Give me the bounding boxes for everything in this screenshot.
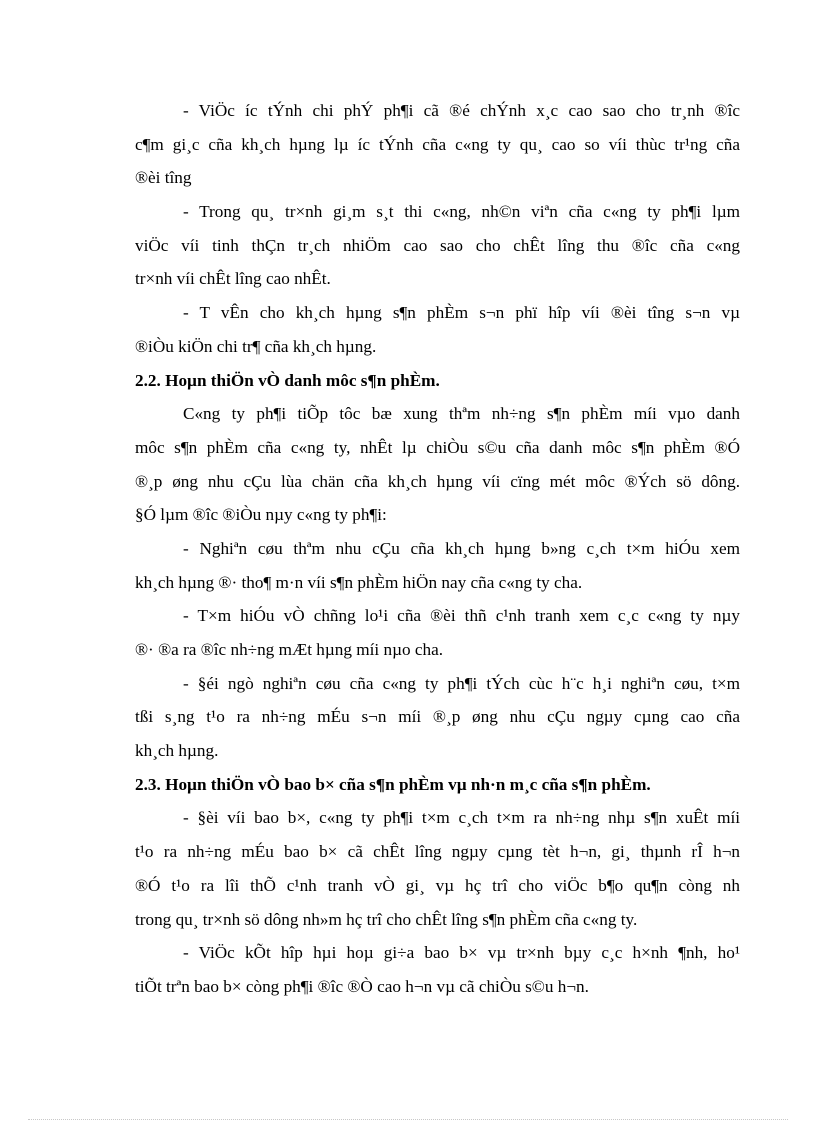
text-line: trong qu¸ tr×nh sö dông nh»m hç trî cho chÊt lîng s¶n phÈm cña c«ng ty. — [135, 909, 638, 929]
page-bottom-divider — [28, 1119, 788, 1120]
text-line: C«ng ty ph¶i tiÕp tôc bæ xung thªm nh÷ng s¶n phÈm míi vµo danh — [183, 404, 740, 424]
text-line: viÖc víi tinh thÇn tr¸ch nhiÖm cao sao cho chÊt lîng thu ®îc cña c«ng — [135, 235, 740, 255]
text-line: - ViÖc kÕt hîp hµi hoµ gi÷a bao b× vµ tr×nh bµy c¸c h×nh ¶nh, ho¹ — [183, 943, 740, 963]
document-page — [135, 94, 740, 1004]
text-line: - Trong qu¸ tr×nh gi¸m s¸t thi c«ng, nh©n viªn cña c«ng ty ph¶i lµm — [183, 202, 740, 222]
text-line: §Ó lµm ®îc ®iÒu nµy c«ng ty ph¶i: — [135, 505, 387, 525]
text-line: tßi s¸ng t¹o ra nh÷ng mÉu s¬n míi ®¸p øng nhu cÇu ngµy cµng cao cña — [135, 707, 740, 727]
text-line: tiÕt trªn bao b× còng ph¶i ®îc ®Ò cao h¬n vµ cã chiÒu s©u h¬n. — [135, 976, 589, 996]
text-line: kh¸ch hµng. — [135, 741, 219, 761]
section-heading: 2.2. Hoµn thiÖn vÒ danh môc s¶n phÈm. — [135, 370, 440, 390]
text-line: - §éi ngò nghiªn cøu cña c«ng ty ph¶i tÝch cùc h¨c h¸i nghiªn cøu, t×m — [183, 673, 740, 693]
text-line: - ViÖc íc tÝnh chi phÝ ph¶i cã ®é chÝnh x¸c cao sao cho tr¸nh ®îc — [183, 101, 740, 120]
text-line: - Nghiªn cøu thªm nhu cÇu cña kh¸ch hµng b»ng c¸ch t×m hiÓu xem — [183, 538, 740, 558]
text-line: t¹o ra nh÷ng mÉu bao b× cã chÊt lîng ngµy cµng tèt h¬n, gi¸ thµnh rÎ h¬n — [135, 842, 740, 862]
text-line: kh¸ch hµng ®· tho¶ m·n víi s¶n phÈm hiÖn nay cña c«ng ty cha. — [135, 572, 583, 592]
text-line: - T vÊn cho kh¸ch hµng s¶n phÈm s¬n phï hîp víi ®èi tîng s¬n vµ — [183, 303, 740, 323]
text-line: ®· ®a ra ®îc nh÷ng mÆt hµng míi nµo cha. — [135, 640, 444, 659]
section-heading: 2.3. Hoµn thiÖn vÒ bao b× cña s¶n phÈm vµ nh·n m¸c cña s¶n phÈm. — [135, 774, 651, 794]
text-line: c¶m gi¸c cña kh¸ch hµng lµ íc tÝnh cña c«ng ty qu¸ cao so víi thùc tr¹ng cña — [135, 134, 740, 154]
text-line: - T×m hiÓu vÒ chñng lo¹i cña ®èi thñ c¹nh tranh xem c¸c c«ng ty nµy — [183, 606, 740, 626]
text-line: ®¸p øng nhu cÇu lùa chän cña kh¸ch hµng víi cïng mét môc ®Ých sö dông. — [135, 471, 740, 491]
text-line: môc s¶n phÈm cña c«ng ty, nhÊt lµ chiÒu s©u cña danh môc s¶n phÈm ®Ó — [135, 437, 740, 457]
text-line: ®èi tîng — [135, 168, 192, 188]
text-line: tr×nh víi chÊt lîng cao nhÊt. — [135, 269, 331, 289]
text-line: - §èi víi bao b×, c«ng ty ph¶i t×m c¸ch t×m ra nh÷ng nhµ s¶n xuÊt míi — [183, 808, 740, 828]
text-line: ®iÒu kiÖn chi tr¶ cña kh¸ch hµng. — [135, 336, 377, 356]
text-line: ®Ó t¹o ra lîi thÕ c¹nh tranh vÒ gi¸ vµ hç trî cho viÖc b¶o qu¶n còng nh — [135, 875, 740, 895]
